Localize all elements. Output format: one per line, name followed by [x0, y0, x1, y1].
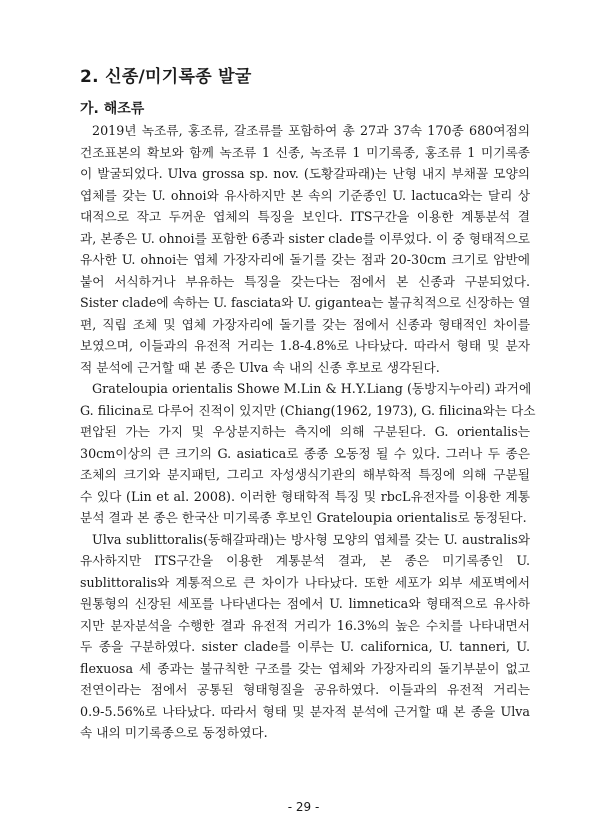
- section-title: 2. 신종/미기록종 발굴: [80, 67, 252, 87]
- text-line: Grateloupia orientalis Showe M.Lin & H.Y.Liang (동방지누아리) 과거에: [92, 381, 532, 396]
- text-line: 분석 결과 본 종은 한국산 미기록종 후보인 Grateloupia orientalis로 동정된다.: [80, 510, 527, 525]
- text-line: 대적으로 작고 두꺼운 엽체의 특징을 보인다. ITS구간을 이용한 계통분석 결: [80, 209, 530, 224]
- text-line: 조체의 크기와 분지패턴, 그리고 자성생식기관의 해부학적 특징에 의해 구분될: [80, 467, 530, 482]
- text-line: 0.9-5.56%로 나타났다. 따라서 형태 및 분자적 분석에 근거할 때 본 종을 Ulva: [80, 703, 530, 719]
- text-line: 전연이라는 점에서 공통된 형태형질을 공유하였다. 이들과의 유전적 거리는: [80, 682, 530, 697]
- text-line: 적 분석에 근거할 때 본 종은 Ulva 속 내의 신종 후보로 생각된다.: [80, 359, 440, 375]
- text-line: 유사하지만 ITS구간을 이용한 계통분석 결과, 본 종은 미기록종인 U.: [80, 553, 530, 568]
- text-line: 건조표본의 확보와 함께 녹조류 1 신종, 녹조류 1 미기록종, 홍조류 1 미기록종: [80, 144, 530, 160]
- text-line: Ulva sublittoralis(동해갈파래)는 방사형 모양의 엽체를 갖는 U. australis와: [92, 531, 530, 547]
- text-line: 과, 본종은 U. ohnoi를 포함한 6종과 sister clade를 이루었다. 이 중 형태적으로: [80, 230, 530, 246]
- text-line: Sister clade에 속하는 U. fasciata와 U. gigantea는 불규칙적으로 신장하는 열: [80, 295, 531, 310]
- text-line: 편, 직립 조체 및 엽체 가장자리에 돌기를 갖는 점에서 신종과 형태적인 차이를: [80, 316, 530, 332]
- text-line: 붙어 서식하거나 부유하는 특징을 갖는다는 점에서 본 신종과 구분되었다.: [80, 273, 530, 289]
- text-line: 보였으며, 이들과의 유전적 거리는 1.8-4.8%로 나타났다. 따라서 형태 및 분자: [80, 338, 530, 353]
- text-line: 엽체를 갖는 U. ohnoi와 유사하지만 본 속의 기준종인 U. lactuca와는 달리 상: [80, 187, 530, 203]
- text-line: flexuosa 세 종과는 불규칙한 구조를 갖는 엽체와 가장자리의 돌기부분이 없고: [80, 660, 530, 676]
- subsection-title: 가. 해조류: [80, 101, 145, 117]
- page-number: - 29 -: [287, 800, 320, 814]
- body-text: [80, 120, 536, 744]
- text-line: 두 종을 구분하였다. sister clade를 이루는 U. californica, U. tanneri, U.: [80, 639, 530, 654]
- text-line: 지만 분자분석을 수행한 결과 유전적 거리가 16.3%의 높은 수치를 나타내면서: [80, 617, 530, 633]
- text-line: 유사한 U. ohnoi는 엽체 가장자리에 돌기를 갖는 점과 20-30cm 크기로 암반에: [80, 252, 530, 267]
- text-line: G. filicina로 다루어 진적이 있지만 (Chiang(1962, 1973), G. filicina와는 다소: [80, 402, 536, 418]
- text-line: 편압된 가는 가지 및 우상분지하는 측지에 의해 구분된다. G. orientalis는: [80, 424, 530, 439]
- text-line: 원통형의 신장된 세포를 나타낸다는 점에서 U. limnetica와 형태적으로 유사하: [80, 596, 530, 611]
- text-line: 속 내의 미기록종으로 동정하였다.: [80, 725, 268, 740]
- text-line: sublittoralis와 계통적으로 큰 차이가 나타났다. 또한 세포가 외부 세포벽에서: [80, 574, 530, 590]
- text-line: 2019년 녹조류, 홍조류, 갈조류를 포함하여 총 27과 37속 170종 680여점의: [92, 123, 530, 138]
- text-line: 30cm이상의 큰 크기의 G. asiatica로 종종 오동정 될 수 있다. 그러나 두 종은: [80, 445, 530, 461]
- text-line: 수 있다 (Lin et al. 2008). 이러한 형태학적 특징 및 rbcL유전자를 이용한 계통: [80, 488, 530, 504]
- text-line: 이 발굴되었다. Ulva grossa sp. nov. (도황갈파래)는 난형 내지 부채꼴 모양의: [80, 166, 530, 181]
